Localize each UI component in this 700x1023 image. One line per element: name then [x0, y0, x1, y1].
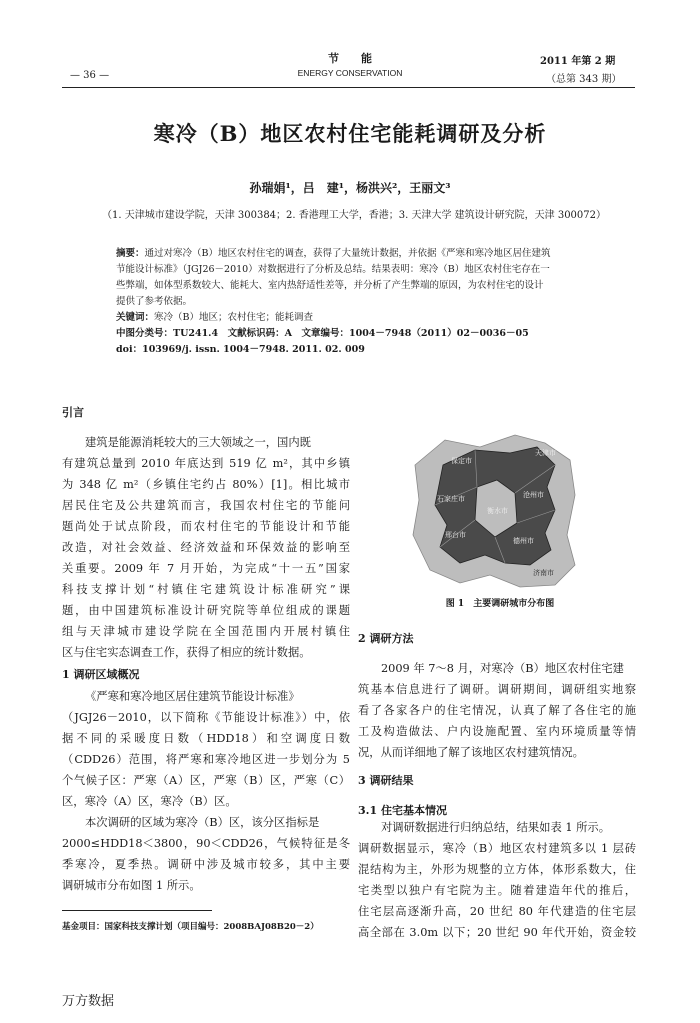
map-label-shijiazhuang: 石家庄市	[437, 495, 465, 503]
text-line: 组与天津城市建设学院在全国范围内开展村镇住	[62, 625, 350, 638]
funding-footnote: 基金项目：国家科技支撑计划（项目编号：2008BAJ08B20－2）	[62, 922, 319, 932]
section-3-1-paragraph	[358, 817, 636, 943]
text-line: 筑基本信息进行了调研。调研期间，调研组实地察	[358, 683, 636, 696]
article-authors: 孙瑞娟¹，吕 建¹，杨洪兴²，王丽文³	[249, 181, 451, 195]
keywords-label: 关键词：	[116, 312, 155, 323]
map-label-cangzhou: 沧州市	[523, 491, 544, 499]
abstract-line: 通过对寒冷（B）地区农村住宅的调查，获得了大量统计数据，并依据《严寒和寒冷地区居住建筑	[144, 248, 551, 259]
text-line: 科技支撑计划“村镇住宅建筑设计标准研究”课	[62, 583, 350, 596]
text-line: 工及构造做法、户内设施配置、室内环境质量等情	[358, 725, 636, 738]
text-line: 题尚处于试点阶段，而农村住宅的节能设计和节能	[62, 520, 350, 533]
section-3-1-heading: 3.1 住宅基本情况	[358, 804, 447, 817]
map-label-tianjin: 天津市	[535, 449, 556, 457]
section-2-paragraph	[358, 658, 636, 763]
text-line: （JGJ26－2010，以下简称《节能设计标准》）中，依	[62, 711, 350, 724]
classification-info: 中图分类号：TU241.4 文献标识码：A 文章编号：1004－7948（2011）02－0036－05	[116, 328, 529, 339]
section-3-heading: 3 调研结果	[358, 774, 414, 787]
text-line: 本次调研的区域为寒冷（B）区，该分区指标是	[85, 816, 320, 829]
text-line: 况，从而详细地了解了该地区农村建筑情况。	[358, 746, 584, 759]
map-label-baoding: 保定市	[451, 457, 472, 465]
page-number: — 36 —	[70, 70, 110, 81]
text-line: 题，由中国建筑标准设计研究院等单位组成的课题	[62, 604, 350, 617]
article-title: 寒冷（B）地区农村住宅能耗调研及分析	[153, 121, 547, 146]
author-affiliations: （1. 天津城市建设学院，天津 300384；2. 香港理工大学，香港；3. 天津大学 建筑设计研究院，天津 300072）	[101, 210, 607, 221]
abstract-label: 摘要：	[116, 248, 145, 259]
text-line: 个气候子区：严寒（A）区，严寒（B）区，严寒（C）	[62, 774, 350, 787]
text-line: 据不同的采暖度日数（HDD18）和空调度日数	[62, 732, 350, 745]
abstract	[116, 246, 596, 358]
intro-heading: 引言	[62, 406, 84, 419]
total-issue: （总第 343 期）	[546, 74, 622, 85]
journal-name: 节 能	[328, 52, 372, 65]
text-line: 看了各家各户的住宅情况，认真了解了各住宅的施	[358, 704, 636, 717]
text-line: 住宅层高逐渐升高，20 世纪 80 年代建造的住宅层	[358, 905, 636, 918]
watermark: 万方数据	[62, 994, 115, 1009]
text-line: 区与住宅实态调查工作，获得了相应的统计数据。	[62, 646, 311, 659]
section-1-paragraph	[62, 686, 350, 896]
keywords: 寒冷（B）地区；农村住宅；能耗调查	[154, 312, 313, 323]
abstract-line: 些弊端，如体型系数较大、能耗大、室内热舒适性差等，并分析了产生弊端的原因，为农村住宅的设计	[116, 280, 544, 291]
text-line: 混结构为主，外形为规整的立方体，体形系数大，住	[358, 863, 636, 876]
text-line: 2000≤HDD18＜3800，90＜CDD26，气候特征是冬	[62, 837, 350, 850]
text-line: 《严寒和寒冷地区居住建筑节能设计标准》	[85, 690, 300, 703]
doi: doi：103969/j. issn. 1004－7948. 2011. 02. 009	[116, 344, 365, 355]
figure-caption: 图 1 主要调研城市分布图	[445, 599, 555, 609]
text-line: 对调研数据进行归纳总结，结果如表 1 所示。	[381, 821, 611, 834]
abstract-line: 提供了参考依据。	[116, 296, 193, 307]
text-line: 为 348 亿 m²（乡镇住宅约占 80%）[1]。相比城市	[62, 478, 350, 491]
text-line: 季寒冷，夏季热。调研中涉及城市较多，其中主要	[62, 858, 350, 871]
text-line: 调研城市分布如图 1 所示。	[62, 879, 201, 892]
text-line: （CDD26）范围，将严寒和寒冷地区进一步划分为 5	[62, 753, 350, 766]
abstract-line: 节能设计标准》（JGJ26－2010）对数据进行了分析及总结。结果表明：寒冷（B）地区农村住宅存在一	[116, 264, 550, 275]
intro-paragraph	[62, 432, 350, 663]
map-label-hengshui: 衡水市	[487, 507, 508, 515]
text-line: 区，寒冷（A）区，寒冷（B）区。	[62, 795, 237, 808]
text-line: 有建筑总量到 2010 年底达到 519 亿 m²，其中乡镇	[62, 457, 350, 470]
issue-number: 2011 年第 2 期	[540, 56, 616, 67]
text-line: 改造，对社会效益、经济效益和环保效益的影响至	[62, 541, 350, 554]
section-1-heading: 1 调研区域概况	[62, 668, 140, 681]
text-line: 宅类型以独户有宅院为主。随着建造年代的推后，	[358, 884, 636, 897]
text-line: 居民住宅及公共建筑而言，我国农村住宅的节能问	[62, 499, 350, 512]
text-line: 关重要。2009 年 7 月开始，为完成“十一五”国家	[62, 562, 350, 575]
text-line: 调研数据显示，寒冷（B）地区农村建筑多以 1 层砖	[358, 842, 636, 855]
map-label-dezhou: 德州市	[513, 537, 534, 545]
header-rule	[62, 87, 635, 88]
section-2-heading: 2 调研方法	[358, 632, 414, 645]
map-label-jinan: 济南市	[533, 569, 554, 577]
city-distribution-map	[405, 425, 580, 590]
text-line: 建筑是能源消耗较大的三大领域之一，国内既	[85, 436, 311, 449]
text-line: 高全部在 3.0m 以下；20 世纪 90 年代开始，资金较	[358, 926, 636, 939]
text-line: 2009 年 7～8 月，对寒冷（B）地区农村住宅建	[381, 662, 624, 675]
footnote-rule	[62, 910, 212, 911]
map-label-xingtai: 邢台市	[445, 531, 466, 539]
journal-english-name: ENERGY CONSERVATION	[297, 68, 403, 78]
